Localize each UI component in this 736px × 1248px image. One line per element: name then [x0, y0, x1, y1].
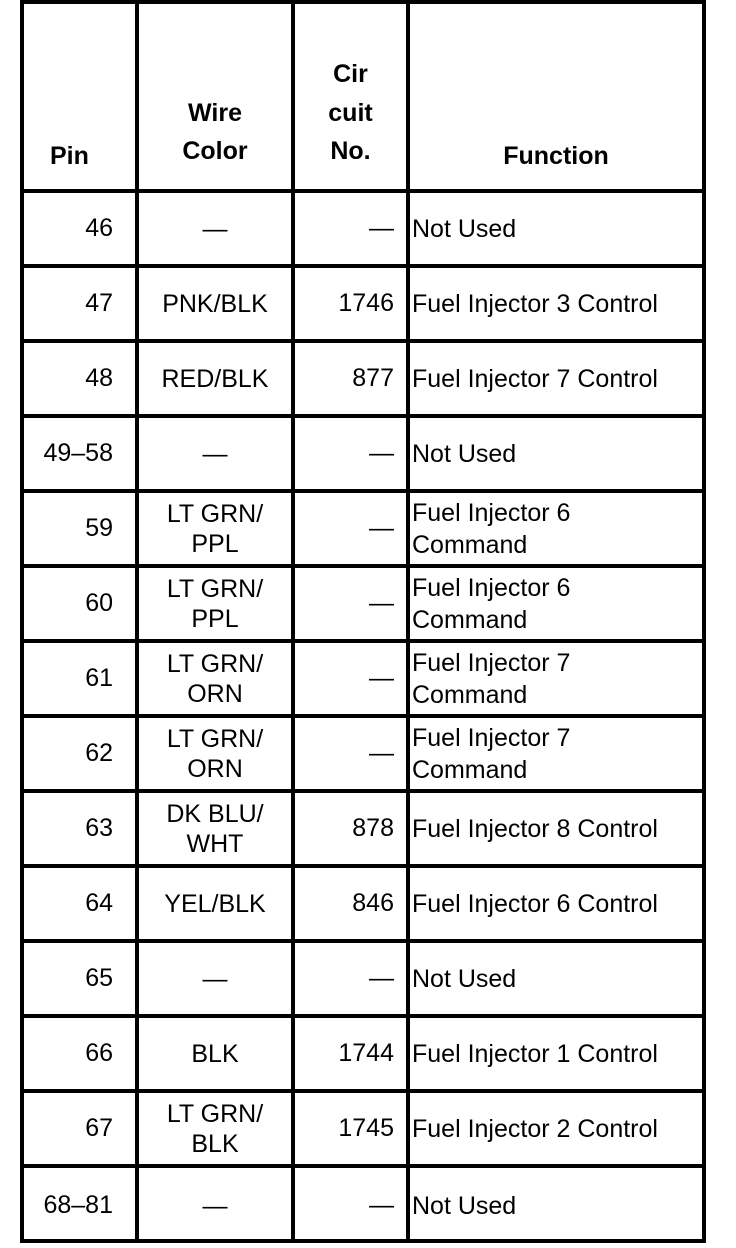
circuit-number-cell: — [291, 943, 406, 1014]
pin-header: Pin [50, 141, 89, 170]
pin-cell: 61 [85, 664, 113, 693]
function-text: Fuel Injector 8 Control [412, 814, 658, 843]
wire-color-text: LT GRN/ ORN [166, 724, 264, 783]
function-text: Not Used [412, 439, 517, 468]
function-text: Not Used [412, 964, 517, 993]
function-cell [406, 568, 702, 639]
wire-color-cell [135, 343, 291, 414]
table-row [24, 868, 702, 943]
table-row [24, 1093, 702, 1168]
function-text: Fuel Injector 6 Command [412, 573, 571, 634]
circuit-number-cell: — [291, 418, 406, 489]
pin-cell: 60 [85, 589, 113, 618]
function-cell [406, 793, 702, 864]
wire-color-cell [135, 1093, 291, 1164]
table-row [24, 418, 702, 493]
circuit-number-header-text: Cir cuit No. [328, 59, 373, 166]
pin-cell: 62 [85, 739, 113, 768]
wire-color-text: LT GRN/ ORN [166, 649, 264, 708]
wire-color-text: LT GRN/ PPL [166, 499, 264, 558]
wire-color-cell [135, 718, 291, 789]
function-cell [406, 1018, 702, 1089]
function-cell [406, 343, 702, 414]
function-cell [406, 643, 702, 714]
function-text: Not Used [412, 214, 517, 243]
function-text: Fuel Injector 3 Control [412, 289, 658, 318]
function-text: Fuel Injector 2 Control [412, 1114, 658, 1143]
table-row [24, 568, 702, 643]
function-cell [406, 718, 702, 789]
function-text: Fuel Injector 1 Control [412, 1039, 658, 1068]
circuit-number-cell: 846 [291, 868, 406, 939]
wire-color-text: BLK [191, 1039, 239, 1068]
circuit-number-cell: 1744 [291, 1018, 406, 1089]
wire-color-text: — [202, 439, 228, 468]
wire-color-text: PNK/BLK [162, 289, 268, 318]
circuit-number-cell: 877 [291, 343, 406, 414]
pin-cell: 47 [85, 289, 113, 318]
circuit-number-cell: — [291, 643, 406, 714]
pin-cell: 67 [85, 1114, 113, 1143]
circuit-number-cell: 1745 [291, 1093, 406, 1164]
wire-color-cell [135, 418, 291, 489]
pinout-table [20, 0, 706, 1243]
function-cell [406, 418, 702, 489]
function-cell [406, 943, 702, 1014]
pin-cell: 49–58 [43, 439, 113, 468]
wire-color-header [135, 4, 291, 189]
wire-color-cell [135, 568, 291, 639]
function-cell [406, 1168, 702, 1243]
wire-color-cell [135, 268, 291, 339]
pin-cell: 48 [85, 364, 113, 393]
circuit-number-cell: 878 [291, 793, 406, 864]
function-cell [406, 1093, 702, 1164]
wire-color-header-text: Wire Color [182, 98, 248, 166]
pin-cell: 64 [85, 889, 113, 918]
circuit-number-cell: — [291, 1168, 406, 1243]
pin-cell: 68–81 [43, 1191, 113, 1220]
wire-color-text: — [202, 964, 228, 993]
function-text: Fuel Injector 6 Command [412, 498, 571, 559]
wire-color-cell [135, 1018, 291, 1089]
function-cell [406, 868, 702, 939]
wire-color-cell [135, 193, 291, 264]
function-text: Fuel Injector 6 Control [412, 889, 658, 918]
function-text: Fuel Injector 7 Control [412, 364, 658, 393]
pin-cell: 65 [85, 964, 113, 993]
table-row [24, 193, 702, 268]
pin-cell: 66 [85, 1039, 113, 1068]
wire-color-cell [135, 868, 291, 939]
table-row [24, 793, 702, 868]
table-row [24, 943, 702, 1018]
circuit-number-cell: — [291, 193, 406, 264]
wire-color-cell [135, 943, 291, 1014]
wire-color-text: YEL/BLK [164, 889, 266, 918]
pin-cell: 63 [85, 814, 113, 843]
table-row [24, 493, 702, 568]
function-cell [406, 493, 702, 564]
function-text: Fuel Injector 7 Command [412, 723, 571, 784]
table-row [24, 1168, 702, 1243]
wire-color-cell [135, 793, 291, 864]
function-text: Not Used [412, 1191, 517, 1220]
function-header: Function [406, 4, 702, 189]
table-row [24, 643, 702, 718]
wire-color-text: — [202, 1191, 228, 1220]
pin-cell: 59 [85, 514, 113, 543]
table-row [24, 718, 702, 793]
circuit-number-cell: — [291, 568, 406, 639]
table-header [24, 0, 702, 193]
function-cell [406, 193, 702, 264]
table-row [24, 1018, 702, 1093]
wire-color-text: LT GRN/ PPL [166, 574, 264, 633]
circuit-number-cell: 1746 [291, 268, 406, 339]
wire-color-text: — [202, 214, 228, 243]
wire-color-text: RED/BLK [161, 364, 269, 393]
wire-color-cell [135, 493, 291, 564]
wire-color-cell [135, 1168, 291, 1243]
circuit-number-header [291, 4, 406, 189]
table-row [24, 343, 702, 418]
pin-cell: 46 [85, 214, 113, 243]
table-row [24, 268, 702, 343]
wire-color-text: LT GRN/ BLK [166, 1099, 264, 1158]
function-cell [406, 268, 702, 339]
function-text: Fuel Injector 7 Command [412, 648, 571, 709]
wire-color-cell [135, 643, 291, 714]
circuit-number-cell: — [291, 718, 406, 789]
wire-color-text: DK BLU/ WHT [166, 799, 264, 858]
circuit-number-cell: — [291, 493, 406, 564]
